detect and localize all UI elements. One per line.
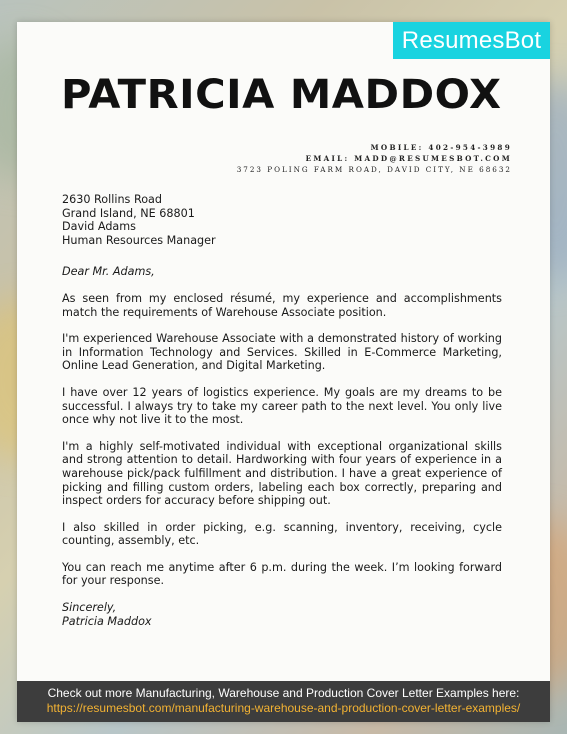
paragraph: I'm a highly self-motivated individual with exceptional organizational skills and strong attention to detail. Hardworking with four years of experience in a warehouse pick/pack fulfillment and distribution. I have a great experience of picking and filling custom orders, labeling each box correctly, preparing and inspect orders for accuracy before shipping out. (62, 439, 502, 508)
footer-link[interactable]: https://resumesbot.com/manufacturing-warehouse-and-production-cover-letter-examples/ (46, 701, 521, 715)
recipient-city: Grand Island, NE 68801 (62, 206, 195, 220)
recipient-title: Human Resources Manager (62, 233, 216, 247)
letter-body (62, 193, 502, 628)
recipient-block (62, 193, 502, 247)
resumesbot-logo[interactable]: ResumesBot (393, 22, 550, 59)
closing: Sincerely, (62, 601, 117, 615)
salutation: Dear Mr. Adams, (62, 265, 155, 279)
paragraph: You can reach me anytime after 6 p.m. during the week. I’m looking forward for your response. (62, 560, 502, 588)
contact-info (237, 142, 512, 175)
applicant-name: PATRICIA MADDOX (61, 72, 502, 118)
paragraph: As seen from my enclosed résumé, my experience and accomplishments match the requirements of Warehouse Associate position. (62, 291, 502, 319)
footer-text: Check out more Manufacturing, Warehouse and Production Cover Letter Examples here: (47, 686, 520, 700)
signature: Patricia Maddox (62, 614, 152, 628)
contact-mobile: MOBILE: 402-954-3989 (370, 143, 512, 152)
cover-letter-page (17, 22, 550, 722)
closing-block (62, 601, 502, 628)
contact-email: EMAIL: MADD@RESUMESBOT.COM (305, 154, 512, 163)
recipient-street: 2630 Rollins Road (62, 193, 163, 206)
contact-address: 3723 POLING FARM ROAD, DAVID CITY, NE 68632 (236, 165, 512, 174)
footer-banner (17, 681, 550, 722)
paragraph: I also skilled in order picking, e.g. scanning, inventory, receiving, cycle counting, assembly, etc. (62, 520, 502, 548)
paragraph: I have over 12 years of logistics experience. My goals are my dreams to be successful. I always try to take my career path to the next level. You only live once why not live it to the most. (62, 385, 502, 427)
recipient-name: David Adams (62, 220, 136, 234)
paragraph: I'm experienced Warehouse Associate with a demonstrated history of working in Information Technology and Services. Skilled in E-Commerce Marketing, Online Lead Generation, and Digital Marketing. (62, 332, 502, 373)
